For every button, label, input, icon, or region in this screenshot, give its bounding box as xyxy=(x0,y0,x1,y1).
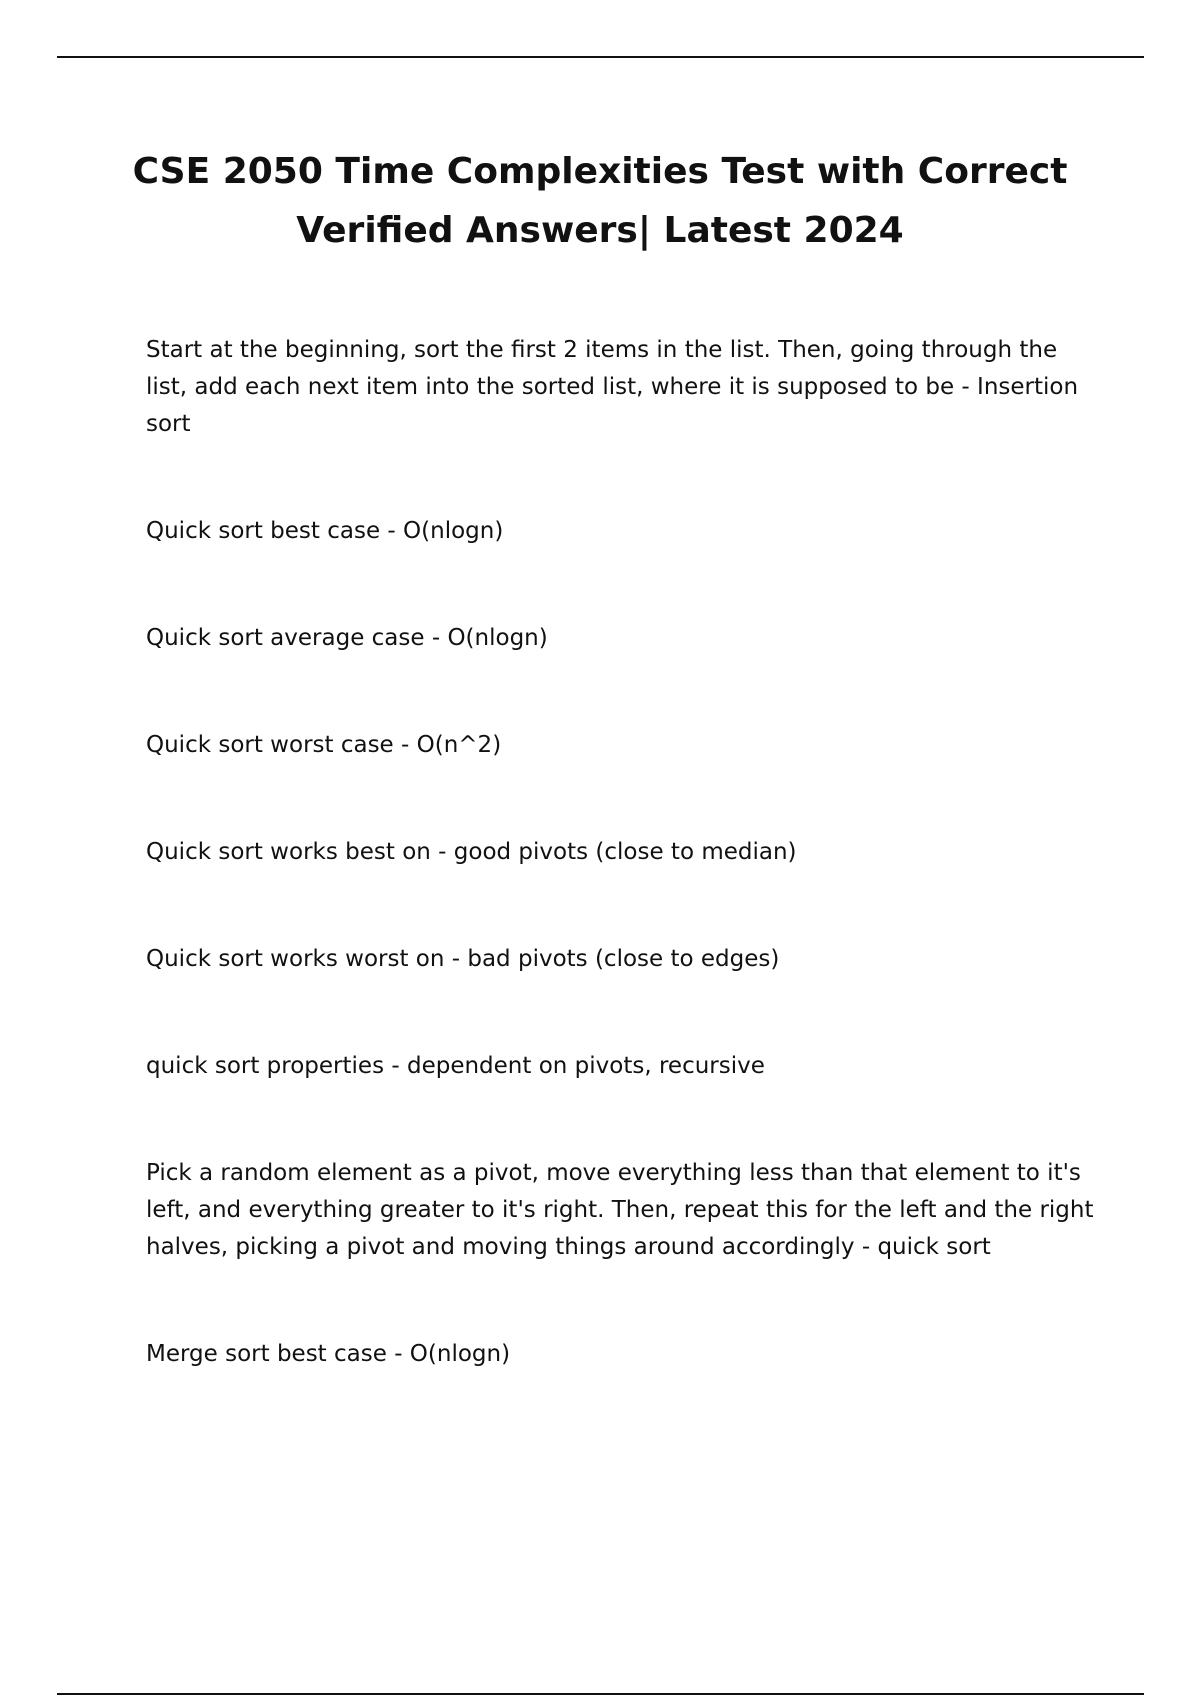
qa-item: Start at the beginning, sort the first 2 items in the list. Then, going through the list, add each next item into the sorted list, where it is supposed to be - Insertion sort xyxy=(146,337,1079,437)
top-rule xyxy=(57,56,1144,58)
qa-item: Quick sort best case - O(nlogn) xyxy=(146,518,504,544)
qa-item: Quick sort works best on - good pivots (close to median) xyxy=(146,839,797,865)
bottom-rule xyxy=(57,1693,1144,1695)
document-title: CSE 2050 Time Complexities Test with Correct Verified Answers| Latest 2024 xyxy=(132,151,1068,251)
qa-item: Quick sort works worst on - bad pivots (close to edges) xyxy=(146,946,780,972)
qa-item: Pick a random element as a pivot, move everything less than that element to it's left, and everything greater to it's right. Then, repeat this for the left and the right halves, picking a pivot and moving things around accordingly - quick sort xyxy=(146,1160,1094,1260)
qa-item: Quick sort average case - O(nlogn) xyxy=(146,625,548,651)
qa-item: Merge sort best case - O(nlogn) xyxy=(146,1341,511,1367)
qa-item: Quick sort worst case - O(n^2) xyxy=(146,732,502,758)
qa-item: quick sort properties - dependent on pivots, recursive xyxy=(146,1053,765,1079)
qa-list xyxy=(146,332,1096,1373)
